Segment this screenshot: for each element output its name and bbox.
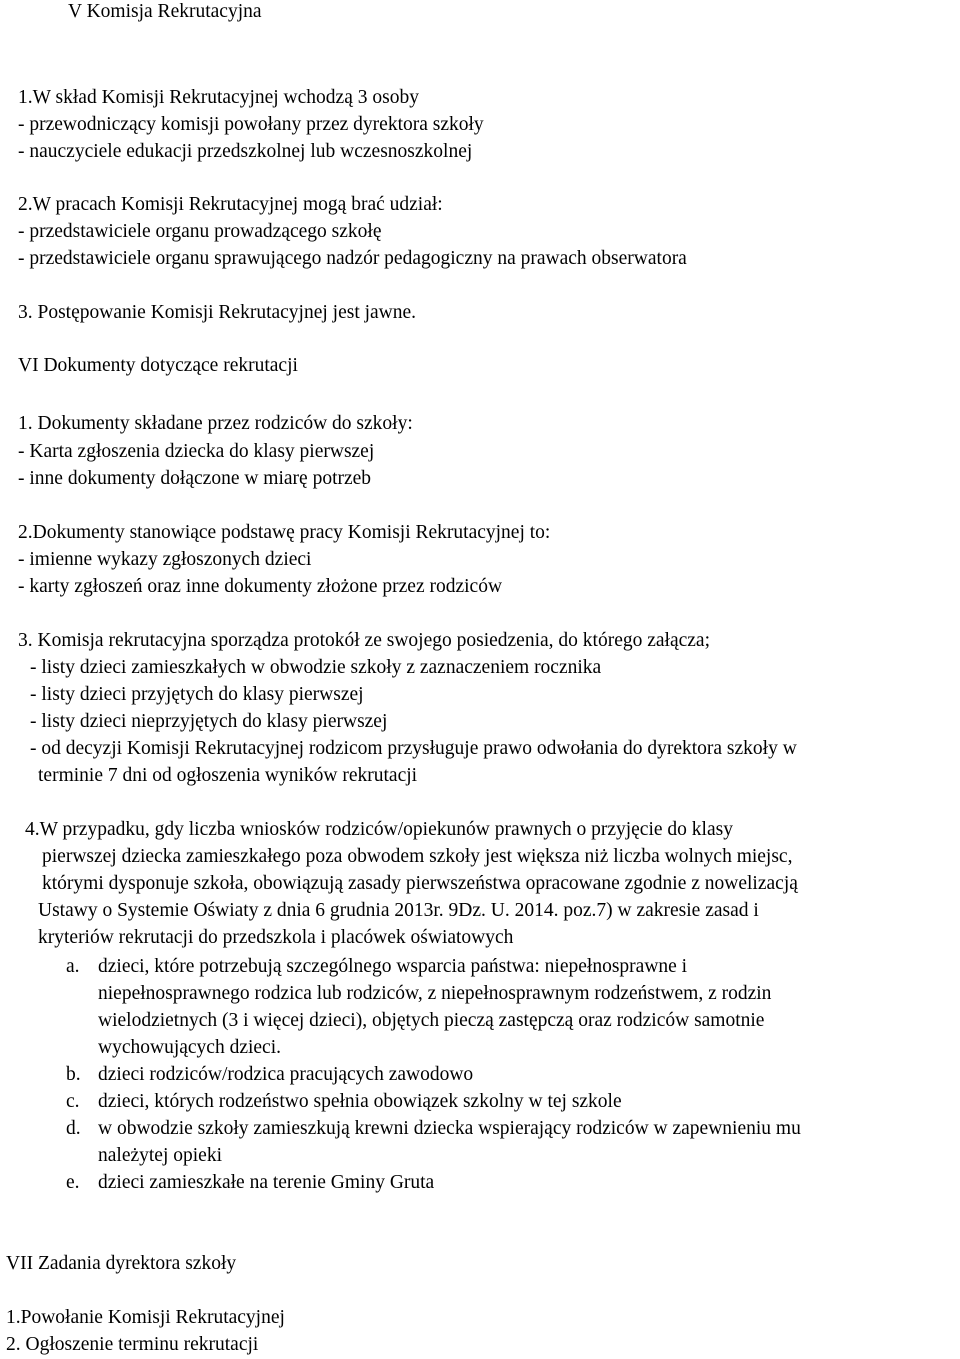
criterion-marker: b.: [66, 1064, 81, 1085]
criterion-marker: a.: [66, 956, 80, 977]
section-vi-p4-line: kryteriów rekrutacji do przedszkola i placówek oświatowych: [38, 927, 514, 948]
list-item: - listy dzieci przyjętych do klasy pierwszej: [30, 684, 364, 705]
section-vi-title: VI Dokumenty dotyczące rekrutacji: [18, 355, 298, 376]
list-item: - listy dzieci nieprzyjętych do klasy pierwszej: [30, 711, 388, 732]
list-item: 1.Powołanie Komisji Rekrutacyjnej: [6, 1307, 285, 1328]
criterion-line: dzieci, których rodzeństwo spełnia obowiązek szkolny w tej szkole: [98, 1091, 622, 1112]
section-vi-p2-heading: 2.Dokumenty stanowiące podstawę pracy Komisji Rekrutacyjnej to:: [18, 522, 551, 543]
section-v-p1-heading: 1.W skład Komisji Rekrutacyjnej wchodzą 3 osoby: [18, 87, 419, 108]
list-item: - inne dokumenty dołączone w miarę potrzeb: [18, 468, 372, 489]
criterion-line: w obwodzie szkoły zamieszkują krewni dziecka wspierający rodziców w zapewnieniu mu: [98, 1118, 801, 1139]
list-item: - karty zgłoszeń oraz inne dokumenty złożone przez rodziców: [18, 576, 503, 597]
section-vii-title: VII Zadania dyrektora szkoły: [6, 1253, 237, 1274]
section-vi-p4-line: Ustawy o Systemie Oświaty z dnia 6 grudnia 2013r. 9Dz. U. 2014. poz.7) w zakresie zasad i: [38, 900, 759, 921]
section-vi-p4-line: pierwszej dziecka zamieszkałego poza obwodem szkoły jest większa niż liczba wolnych miejsc,: [42, 846, 793, 867]
list-item: - przedstawiciele organu prowadzącego szkołę: [18, 221, 382, 242]
criterion-line: niepełnosprawnego rodzica lub rodziców, z niepełnosprawnym rodzeństwem, z rodzin: [98, 983, 772, 1004]
section-vi-p4-line: którymi dysponuje szkoła, obowiązują zasady pierwszeństwa opracowane zgodnie z nowelizacją: [42, 873, 798, 894]
list-item: - Karta zgłoszenia dziecka do klasy pierwszej: [18, 441, 375, 462]
list-item: - od decyzji Komisji Rekrutacyjnej rodzicom przysługuje prawo odwołania do dyrektora szkoły w: [30, 738, 797, 759]
section-v-title: V Komisja Rekrutacyjna: [68, 1, 262, 22]
section-v-p3: 3. Postępowanie Komisji Rekrutacyjnej jest jawne.: [18, 302, 417, 323]
list-item: - przedstawiciele organu sprawującego nadzór pedagogiczny na prawach obserwatora: [18, 248, 687, 269]
list-item: - imienne wykazy zgłoszonych dzieci: [18, 549, 312, 570]
criterion-line: wychowujących dzieci.: [98, 1037, 282, 1058]
list-item: terminie 7 dni od ogłoszenia wyników rekrutacji: [38, 765, 418, 786]
list-item: - przewodniczący komisji powołany przez dyrektora szkoły: [18, 114, 484, 135]
list-item: 2. Ogłoszenie terminu rekrutacji: [6, 1334, 259, 1355]
criterion-line: dzieci, które potrzebują szczególnego wsparcia państwa: niepełnosprawne i: [98, 956, 688, 977]
criterion-line: dzieci rodziców/rodzica pracujących zawodowo: [98, 1064, 474, 1085]
section-v-p2-heading: 2.W pracach Komisji Rekrutacyjnej mogą brać udział:: [18, 194, 443, 215]
section-vi-p4-line: 4.W przypadku, gdy liczba wniosków rodziców/opiekunów prawnych o przyjęcie do klasy: [25, 819, 733, 840]
criterion-marker: e.: [66, 1172, 80, 1193]
criterion-line: należytej opieki: [98, 1145, 222, 1166]
criterion-line: wielodzietnych (3 i więcej dzieci), objętych pieczą zastępczą oraz rodziców samotnie: [98, 1010, 765, 1031]
list-item: - nauczyciele edukacji przedszkolnej lub wczesnoszkolnej: [18, 141, 473, 162]
list-item: - listy dzieci zamieszkałych w obwodzie szkoły z zaznaczeniem rocznika: [30, 657, 602, 678]
criterion-line: dzieci zamieszkałe na terenie Gminy Gruta: [98, 1172, 435, 1193]
criterion-marker: d.: [66, 1118, 81, 1139]
section-vi-p3-heading: 3. Komisja rekrutacyjna sporządza protokół ze swojego posiedzenia, do którego załącza;: [18, 630, 710, 651]
criterion-marker: c.: [66, 1091, 80, 1112]
section-vi-p1-heading: 1. Dokumenty składane przez rodziców do szkoły:: [18, 413, 413, 434]
